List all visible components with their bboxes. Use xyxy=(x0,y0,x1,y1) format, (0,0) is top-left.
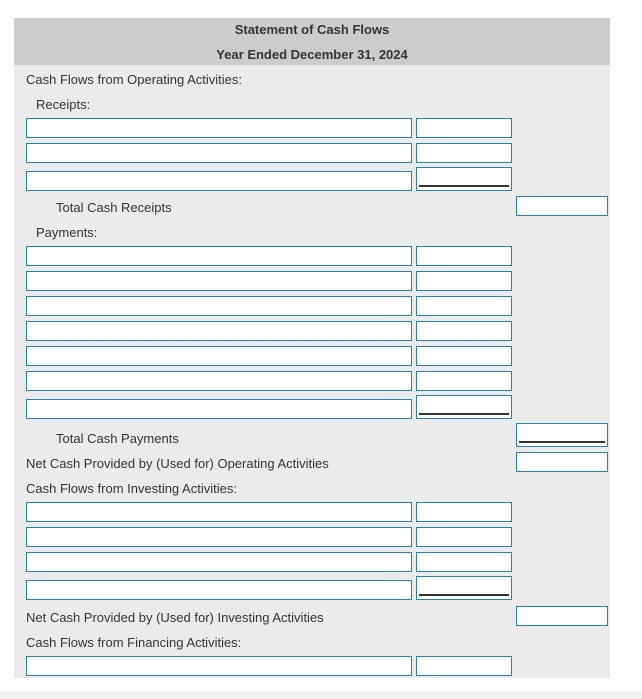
investing-amount-2[interactable] xyxy=(416,527,512,547)
operating-section-label: Cash Flows from Operating Activities: xyxy=(26,72,243,87)
investing-amount-3[interactable] xyxy=(416,552,512,572)
investing-description-1[interactable] xyxy=(26,502,412,522)
total-cash-payments-label: Total Cash Payments xyxy=(56,431,179,446)
payment-amount-7[interactable] xyxy=(416,395,512,419)
payment-amount-6[interactable] xyxy=(416,371,512,391)
payment-amount-3[interactable] xyxy=(416,296,512,316)
receipt-amount-3[interactable] xyxy=(416,167,512,191)
receipts-label: Receipts: xyxy=(36,97,91,112)
financing-amount-1[interactable] xyxy=(416,656,512,676)
net-investing-label: Net Cash Provided by (Used for) Investing Activities xyxy=(26,610,324,625)
payments-label: Payments: xyxy=(36,225,98,240)
payment-description-6[interactable] xyxy=(26,371,412,391)
payment-description-1[interactable] xyxy=(26,246,412,266)
statement-title: Statement of Cash Flows xyxy=(234,22,390,37)
receipt-description-2[interactable] xyxy=(26,143,412,163)
receipt-description-1[interactable] xyxy=(26,118,412,138)
statement-period: Year Ended December 31, 2024 xyxy=(216,47,408,62)
total-cash-receipts-field[interactable] xyxy=(516,196,608,216)
payment-amount-4[interactable] xyxy=(416,321,512,341)
payment-description-4[interactable] xyxy=(26,321,412,341)
net-investing-field[interactable] xyxy=(516,606,608,626)
payment-amount-2[interactable] xyxy=(416,271,512,291)
net-operating-field[interactable] xyxy=(516,452,608,472)
statement-header xyxy=(14,18,610,65)
investing-description-3[interactable] xyxy=(26,552,412,572)
payment-description-5[interactable] xyxy=(26,346,412,366)
payment-amount-5[interactable] xyxy=(416,346,512,366)
investing-description-4[interactable] xyxy=(26,580,412,600)
payment-description-3[interactable] xyxy=(26,296,412,316)
financing-section-label: Cash Flows from Financing Activities: xyxy=(26,635,242,650)
net-operating-label: Net Cash Provided by (Used for) Operating Activities xyxy=(26,456,329,471)
financing-description-1[interactable] xyxy=(26,656,412,676)
receipt-description-3[interactable] xyxy=(26,171,412,191)
receipt-amount-2[interactable] xyxy=(416,143,512,163)
total-cash-payments-field[interactable] xyxy=(516,423,608,447)
investing-description-2[interactable] xyxy=(26,527,412,547)
investing-amount-4[interactable] xyxy=(416,576,512,600)
payment-amount-1[interactable] xyxy=(416,246,512,266)
cash-flow-worksheet xyxy=(14,18,610,678)
receipt-amount-1[interactable] xyxy=(416,118,512,138)
payment-description-7[interactable] xyxy=(26,399,412,419)
page-bottom-band xyxy=(0,691,642,699)
payment-description-2[interactable] xyxy=(26,271,412,291)
total-cash-receipts-label: Total Cash Receipts xyxy=(56,200,172,215)
investing-amount-1[interactable] xyxy=(416,502,512,522)
investing-section-label: Cash Flows from Investing Activities: xyxy=(26,481,237,496)
